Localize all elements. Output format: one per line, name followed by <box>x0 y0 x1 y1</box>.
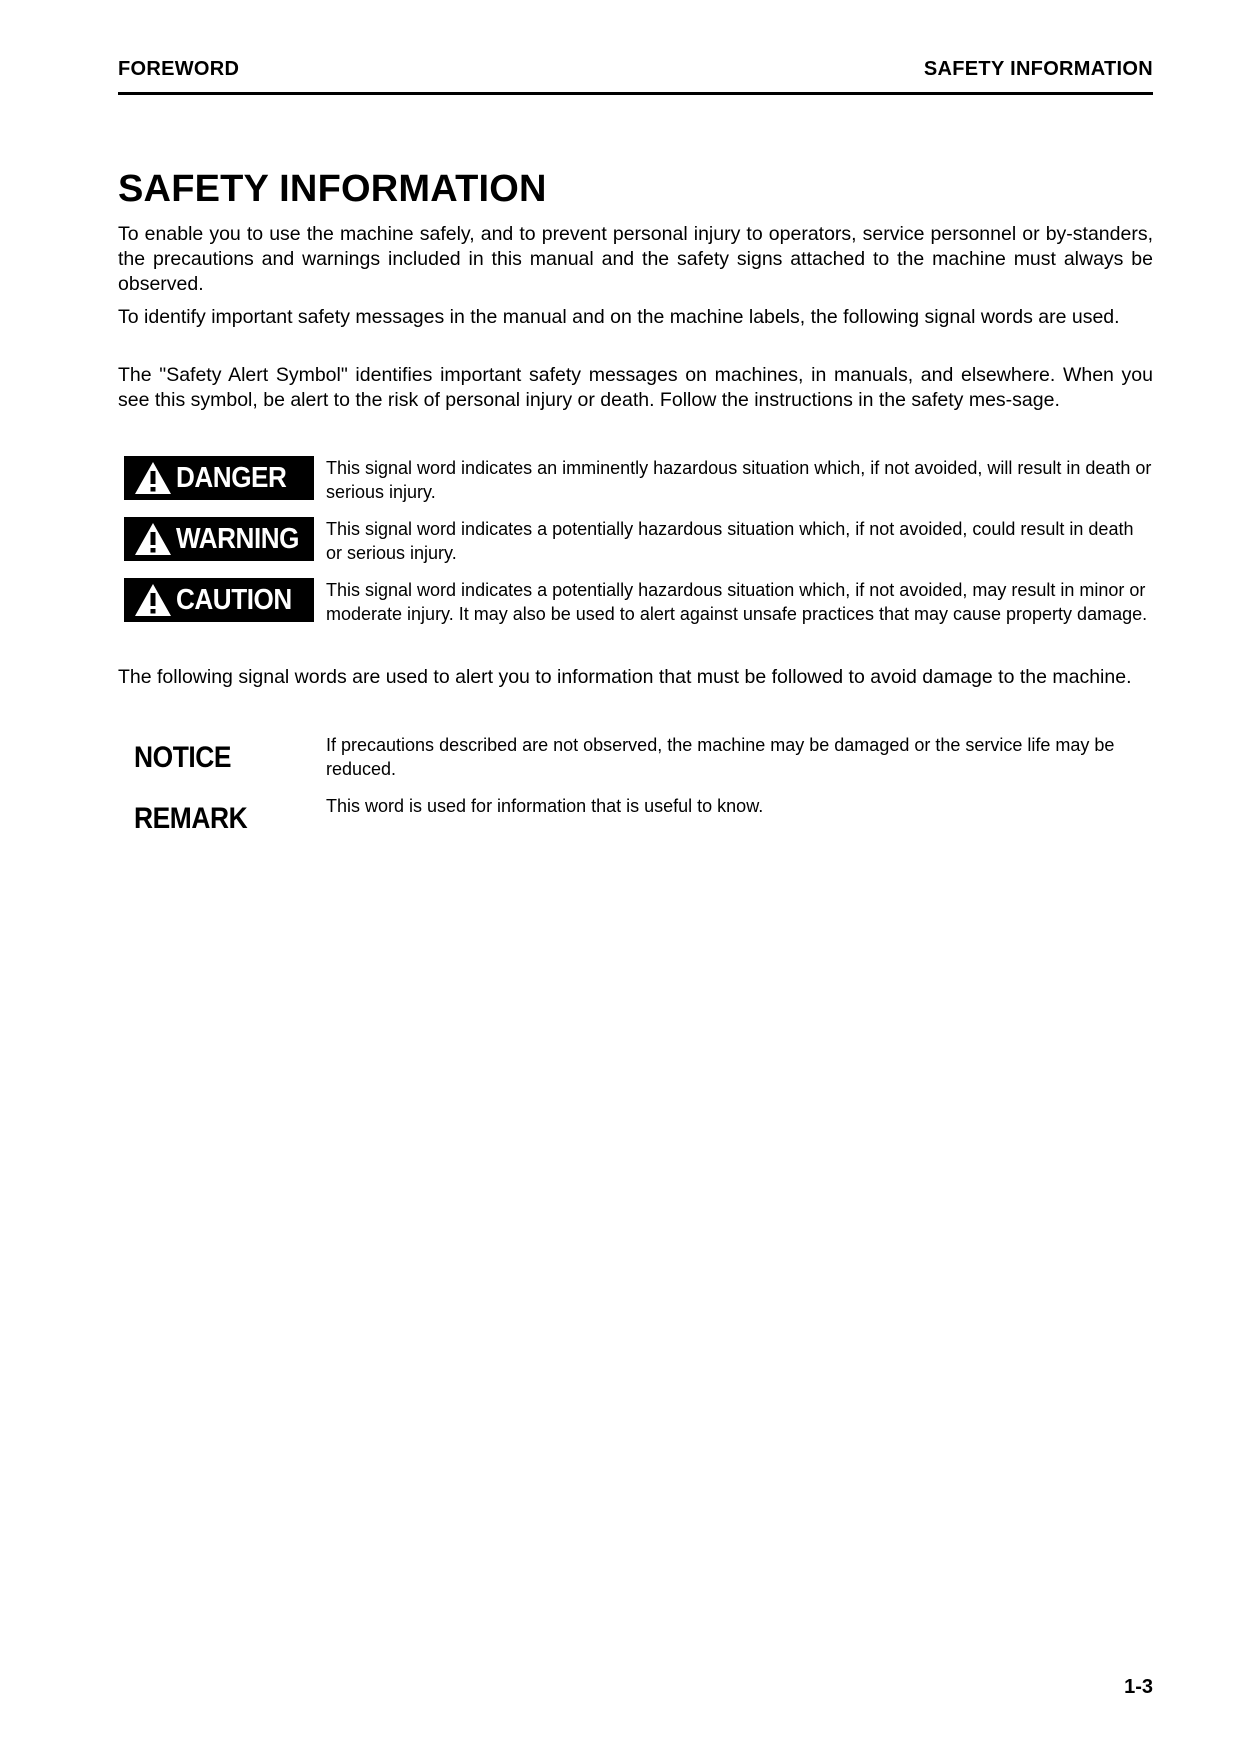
warning-label: WARNING <box>176 522 300 555</box>
danger-description: This signal word indicates an imminently hazardous situation which, if not avoided, will result in death or serious injury. <box>326 458 1152 502</box>
document-page <box>118 0 1153 1754</box>
remark-label: REMARK <box>134 802 248 835</box>
warning-description: This signal word indicates a potentially hazardous situation which, if not avoided, could result in death or serious injury. <box>326 519 1134 563</box>
warning-badge <box>124 517 314 561</box>
machine-damage-paragraph: The following signal words are used to alert you to information that must be followed to avoid damage to the machine. <box>118 666 1132 688</box>
header-chapter-label: SAFETY INFORMATION <box>923 58 1153 80</box>
alert-symbol-paragraph: The "Safety Alert Symbol" identifies important safety messages on machines, in manuals, and elsewhere. When you see this symbol, be alert to the risk of personal injury or death. Follow the instructions in the safety mes-sage. <box>118 364 1153 411</box>
notice-label: NOTICE <box>134 741 232 774</box>
intro-paragraph: To enable you to use the machine safely, and to prevent personal injury to operators, service personnel or by-standers, the precautions and warnings included in this manual and the safety signs attached to the machine must always be observed. <box>118 223 1153 295</box>
warning-triangle-icon <box>132 517 174 561</box>
warning-triangle-icon <box>132 456 174 500</box>
signal-words-paragraph: To identify important safety messages in the manual and on the machine labels, the following signal words are used. <box>118 306 1120 328</box>
caution-label: CAUTION <box>176 583 292 616</box>
warning-triangle-icon <box>132 578 174 622</box>
page-title: SAFETY INFORMATION <box>118 168 547 210</box>
page-header <box>118 56 1153 95</box>
page-number: 1-3 <box>1124 1676 1153 1698</box>
caution-description: This signal word indicates a potentially hazardous situation which, if not avoided, may result in minor or moderate injury. It may also be used to alert against unsafe practices that may cause property damage. <box>326 580 1148 624</box>
notice-description: If precautions described are not observed, the machine may be damaged or the service life may be reduced. <box>326 735 1115 779</box>
remark-description: This word is used for information that is useful to know. <box>326 796 764 816</box>
header-section-label: FOREWORD <box>118 58 240 80</box>
caution-badge <box>124 578 314 622</box>
danger-label: DANGER <box>176 461 287 494</box>
danger-badge <box>124 456 314 500</box>
